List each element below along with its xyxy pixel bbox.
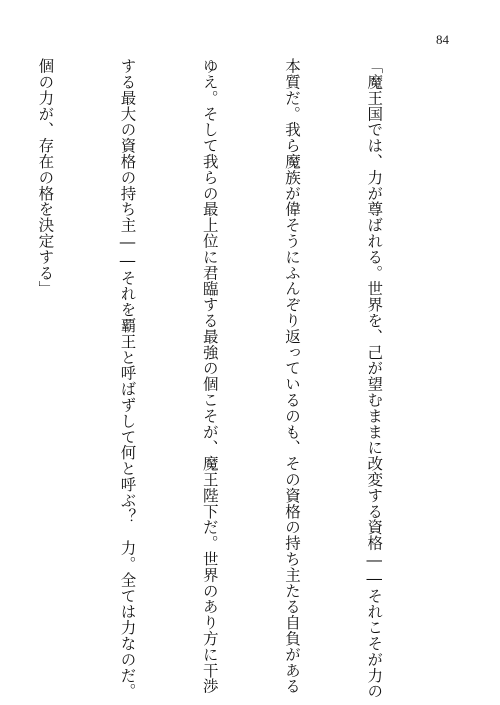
text-line: 本質だ。我ら魔族が偉そうにふんぞり返っているのも、その資格の持ち主たる自負がある xyxy=(282,58,301,694)
text-line: 「魔王国では、力が尊ばれる。世界を、己が望むままに改変する資格――それこそが力の xyxy=(365,58,384,699)
text-line: ゆえ。そして我らの最上位に君臨する最強の個こそが、魔王陛下だ。世界のあり方に干渉 xyxy=(200,58,219,694)
vertical-text-block xyxy=(36,58,442,699)
text-line: する最大の資格の持ち主――それを覇王と呼ばずして何と呼ぶ？ 力。全ては力なのだ。 xyxy=(118,58,137,699)
text-line: 個の力が、存在の格を決定する」 xyxy=(36,58,55,297)
page-number: 84 xyxy=(436,32,449,47)
